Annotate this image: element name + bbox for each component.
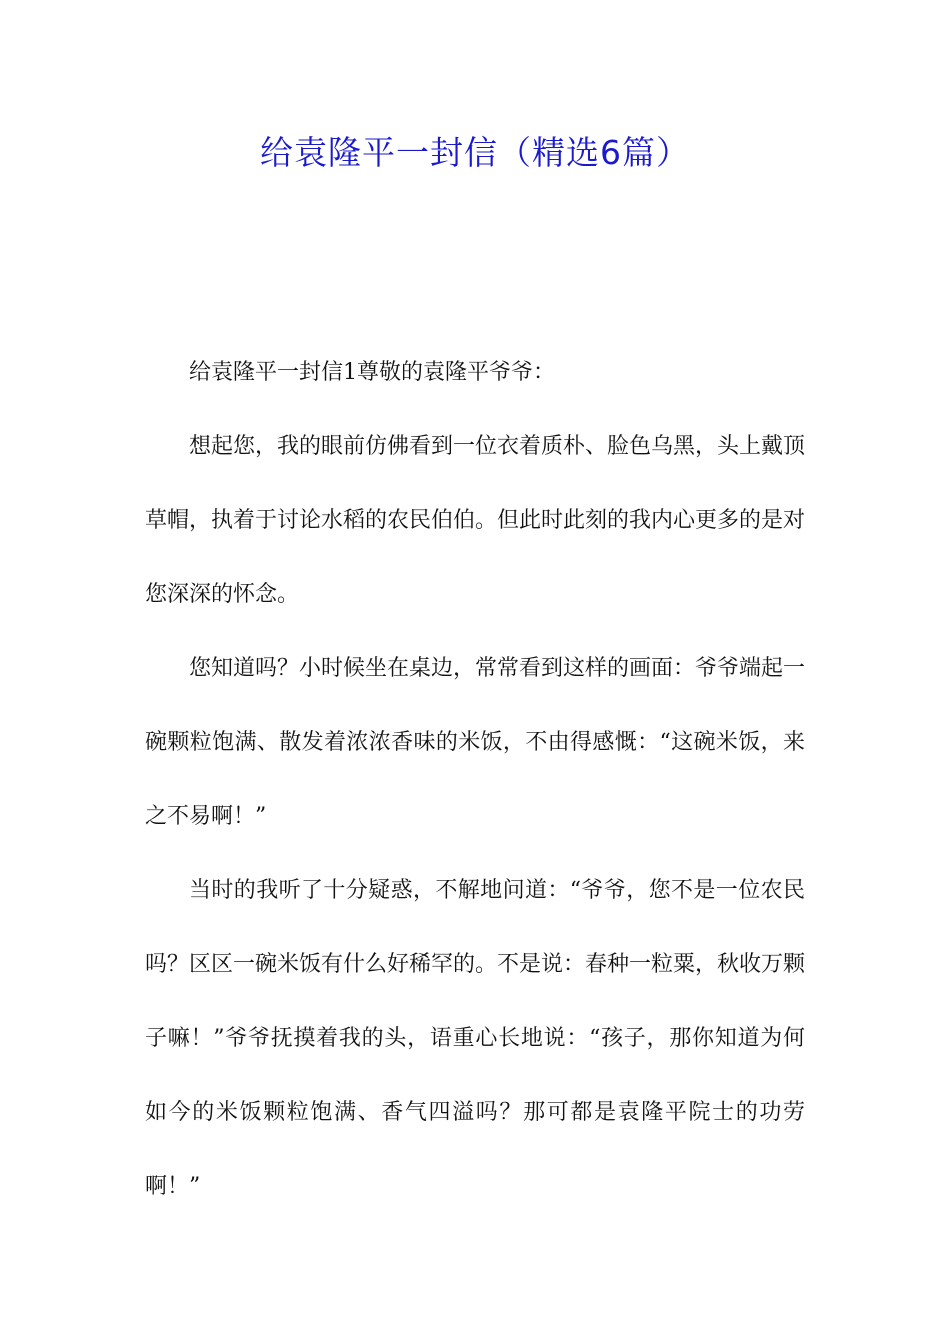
document-body — [145, 336, 805, 1224]
document-title: 给袁隆平一封信（精选6篇） — [260, 133, 690, 172]
paragraph-memory: 想起您，我的眼前仿佛看到一位衣着质朴、脸色乌黑，头上戴顶草帽，执着于讨论水稻的农民伯伯。但此时此刻的我内心更多的是对您深深的怀念。 — [145, 434, 806, 607]
paragraph-dialogue: 当时的我听了十分疑惑，不解地问道：“爷爷，您不是一位农民吗？区区一碗米饭有什么好稀罕的。不是说：春种一粒粟，秋收万颗子嘛！”爷爷抚摸着我的头，语重心长地说：“孩子，那你知道为何如今的米饭颗粒饱满、香气四溢吗？那可都是袁隆平院士的功劳啊！” — [145, 878, 806, 1199]
paragraph-childhood: 您知道吗？小时候坐在桌边，常常看到这样的画面：爷爷端起一碗颗粒饱满、散发着浓浓香味的米饭，不由得感慨：“这碗米饭，来之不易啊！” — [145, 656, 806, 829]
paragraph-greeting: 给袁隆平一封信1尊敬的袁隆平爷爷： — [189, 360, 555, 385]
